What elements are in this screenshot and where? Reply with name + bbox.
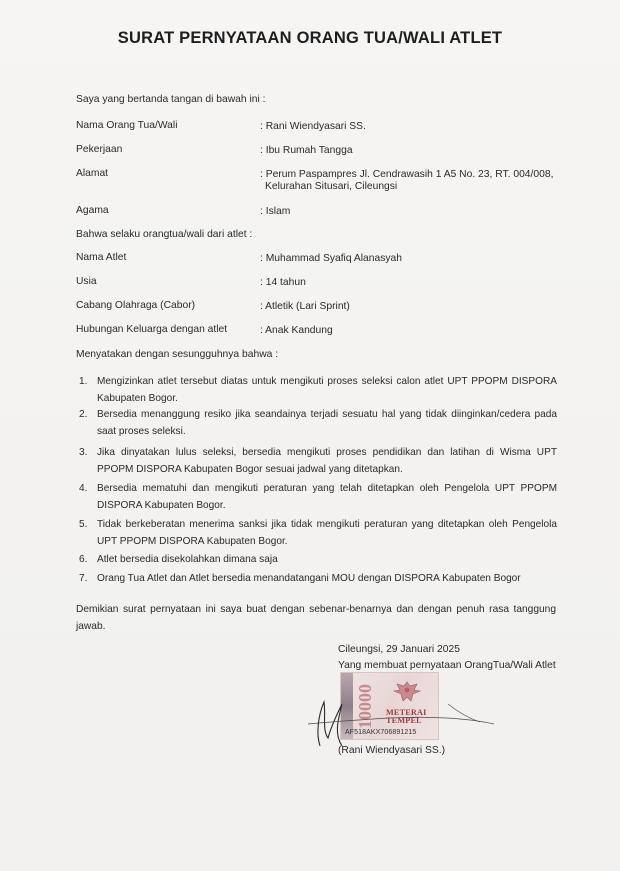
athlete-name-value: : Muhammad Syafiq Alanasyah bbox=[260, 253, 402, 264]
list-item-text: Atlet bersedia disekolahkan dimana saja bbox=[97, 554, 278, 565]
occupation-label: Pekerjaan bbox=[76, 144, 123, 155]
address-label: Alamat bbox=[76, 168, 109, 179]
list-item-number: 3. bbox=[79, 447, 88, 458]
sport-value: : Atletik (Lari Sprint) bbox=[260, 301, 350, 312]
list-item-text: Bersedia mematuhi dan mengikuti peraturan yang telah ditetapkan oleh Pengelola UPT PPOPM DISPORA Kabupaten Bogor. bbox=[97, 483, 557, 511]
address-value: : Perum Paspampres Jl. Cendrawasih 1 A5 No. 23, RT. 004/008, bbox=[260, 169, 554, 180]
occupation-value: : Ibu Rumah Tangga bbox=[260, 145, 353, 156]
stamp-serial: AF518AKX706891215 bbox=[345, 729, 417, 736]
list-item-text: Orang Tua Atlet dan Atlet bersedia menandatangani MOU dengan DISPORA Kabupaten Bogor bbox=[97, 573, 521, 584]
address-value-line2: Kelurahan Situsari, Cileungsi bbox=[265, 181, 398, 192]
signer-role: Yang membuat pernyataan OrangTua/Wali Atlet bbox=[338, 660, 556, 671]
list-item-text: Jika dinyatakan lulus seleksi, bersedia mengikuti proses pendidikan dan latihan di Wisma UPT PPOPM DISPORA Kabupaten Bogor sesuai jadwal yang ditetapkan. bbox=[97, 447, 557, 475]
parent-name-label: Nama Orang Tua/Wali bbox=[76, 120, 178, 131]
age-label: Usia bbox=[76, 276, 97, 287]
list-item-number: 5. bbox=[79, 519, 88, 530]
stamp-label-line2: TEMPEL bbox=[386, 716, 422, 725]
statement-intro-text: Menyatakan dengan sesungguhnya bahwa : bbox=[76, 349, 279, 360]
parent-name-value: : Rani Wiendyasari SS. bbox=[260, 121, 366, 132]
intro-text: Saya yang bertanda tangan di bawah ini : bbox=[76, 94, 266, 105]
guardian-intro-text: Bahwa selaku orangtua/wali dari atlet : bbox=[76, 229, 253, 240]
religion-label: Agama bbox=[76, 205, 109, 216]
list-item-text: Tidak berkeberatan menerima sanksi jika tidak mengikuti peraturan yang ditetapkan oleh Pengelola UPT PPOPM DISPORA Kabupaten Bogor. bbox=[97, 519, 557, 547]
list-item-number: 7. bbox=[79, 573, 88, 584]
document-title: SURAT PERNYATAAN ORANG TUA/WALI ATLET bbox=[117, 29, 503, 47]
signer-name: (Rani Wiendyasari SS.) bbox=[338, 745, 446, 756]
list-item-number: 4. bbox=[79, 483, 88, 494]
place-date: Cileungsi, 29 Januari 2025 bbox=[338, 644, 460, 655]
athlete-name-label: Nama Atlet bbox=[76, 252, 127, 263]
list-item-text: Bersedia menanggung resiko jika seandainya terjadi sesuatu hal yang tidak diinginkan/cedera pada saat proses seleksi. bbox=[97, 409, 557, 437]
stamp-label-line1: METERAI bbox=[386, 708, 427, 717]
sport-label: Cabang Olahraga (Cabor) bbox=[76, 300, 196, 311]
relationship-label: Hubungan Keluarga dengan atlet bbox=[76, 324, 228, 335]
age-value: : 14 tahun bbox=[260, 277, 306, 288]
list-item-number: 2. bbox=[79, 409, 88, 420]
religion-value: : Islam bbox=[260, 206, 291, 217]
list-item-number: 6. bbox=[79, 554, 88, 565]
relationship-value: : Anak Kandung bbox=[260, 325, 333, 336]
closing-paragraph: Demikian surat pernyataan ini saya buat dengan sebenar-benarnya dan dengan penuh rasa tanggung jawab. bbox=[76, 604, 556, 632]
list-item-number: 1. bbox=[79, 376, 88, 387]
list-item-text: Mengizinkan atlet tersebut diatas untuk mengikuti proses seleksi calon atlet UPT PPOPM DISPORA Kabupaten Bogor. bbox=[97, 376, 557, 404]
stamp-value: 10000 bbox=[355, 684, 375, 729]
